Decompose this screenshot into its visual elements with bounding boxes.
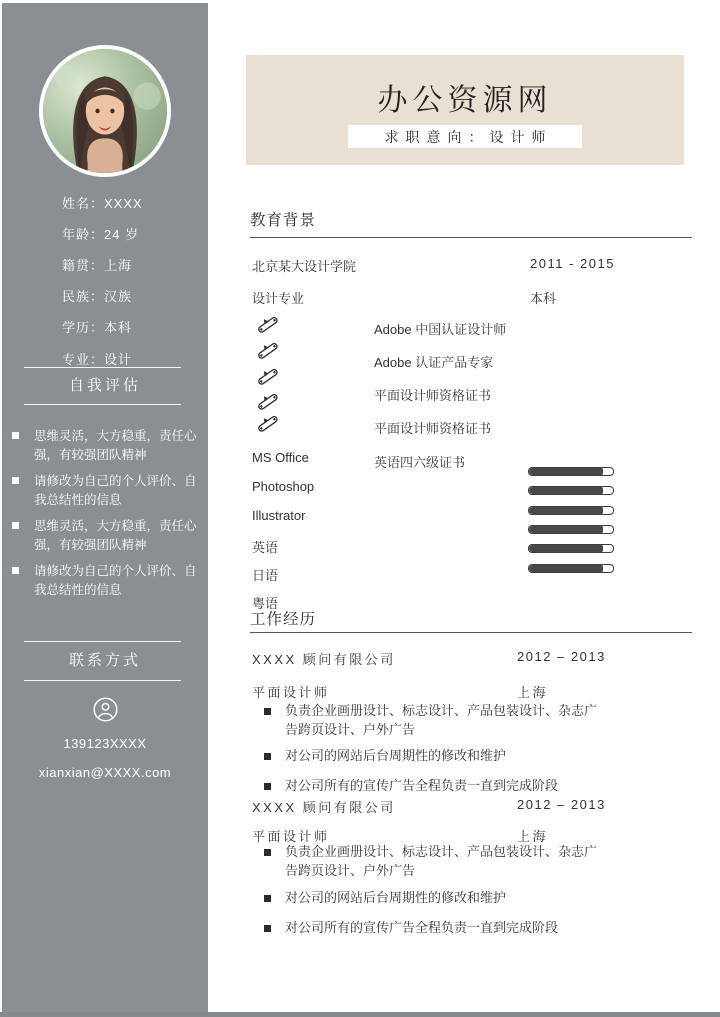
skill-label: Illustrator — [252, 508, 306, 523]
skill-bar-fill — [529, 565, 603, 572]
email-address: xianxian@XXXX.com — [38, 765, 172, 780]
avatar — [39, 45, 171, 177]
portrait-photo — [43, 49, 167, 173]
work-bullet: 对公司所有的宣传广告全程负责一直到完成阶段 — [264, 919, 636, 938]
info-row-age: 年龄：24 岁 — [62, 227, 140, 242]
work-bullet: 对公司所有的宣传广告全程负责一直到完成阶段 — [264, 777, 636, 796]
sidebar — [2, 3, 208, 1012]
skill-label: 英语 — [252, 540, 279, 555]
skill-bar-fill — [529, 487, 603, 494]
eval-item: 思维灵活，大方稳重，责任心强，有较强团队精神 — [12, 517, 200, 555]
edu-degree: 本科 — [530, 291, 557, 306]
certificate-label: 英语四六级证书 — [374, 455, 466, 470]
divider — [24, 404, 181, 405]
phone-number: 139123XXXX — [63, 736, 147, 751]
bullet-square-icon — [12, 477, 19, 484]
work-location: 上海 — [517, 685, 549, 700]
skill-label: MS Office — [252, 450, 309, 465]
info-row-name: 姓名：XXXX — [62, 196, 143, 211]
bullet-square-icon — [264, 708, 271, 715]
work-company: XXXX 顾问有限公司 — [252, 800, 396, 815]
work-period: 2012 – 2013 — [517, 797, 606, 812]
page-bottom-edge — [0, 1012, 720, 1017]
contact-title: 联系方式 — [68, 652, 141, 669]
section-underline — [250, 237, 692, 238]
certificate-label: Adobe 认证产品专家 — [374, 355, 494, 370]
skill-bar — [528, 544, 614, 553]
skill-label: 粤语 — [252, 596, 279, 611]
skill-bar-fill — [529, 526, 603, 533]
certificate-label: Adobe 中国认证设计师 — [374, 322, 507, 337]
diploma-icon — [255, 339, 281, 363]
eval-item: 请修改为自己的个人评价、自我总结性的信息 — [12, 562, 200, 600]
work-bullet: 负责企业画册设计、标志设计、产品包装设计、杂志广告跨页设计、户外广告 — [264, 702, 636, 739]
bullet-square-icon — [264, 783, 271, 790]
skill-bar — [528, 486, 614, 495]
job-objective-strip — [348, 125, 582, 148]
diploma-icon — [255, 365, 281, 389]
skill-bar-fill — [529, 507, 603, 514]
section-title-work: 工作经历 — [250, 611, 317, 628]
skill-bar — [528, 467, 614, 476]
section-title-education: 教育背景 — [250, 212, 317, 229]
edu-period: 2011 - 2015 — [530, 256, 615, 271]
bullet-square-icon — [264, 849, 271, 856]
skill-bar-fill — [529, 468, 603, 475]
work-bullet: 对公司的网站后台周期性的修改和维护 — [264, 889, 636, 908]
eval-item: 思维灵活，大方稳重，责任心强，有较强团队精神 — [12, 427, 200, 465]
work-company: XXXX 顾问有限公司 — [252, 652, 396, 667]
self-eval-title: 自我评估 — [68, 377, 141, 394]
bullet-square-icon — [12, 432, 19, 439]
certificate-label: 平面设计师资格证书 — [374, 388, 492, 403]
bullet-square-icon — [12, 567, 19, 574]
bullet-square-icon — [12, 522, 19, 529]
edu-school: 北京某大设计学院 — [252, 259, 357, 274]
diploma-icon — [255, 390, 281, 414]
info-row-major: 专业：设计 — [62, 352, 133, 367]
work-location: 上海 — [517, 829, 549, 844]
divider — [24, 641, 181, 642]
site-title: 办公资源网 — [377, 84, 553, 117]
diploma-icon — [255, 313, 281, 337]
skill-bar-fill — [529, 545, 603, 552]
job-objective: 求职意向：设计师 — [384, 128, 553, 145]
edu-major: 设计专业 — [252, 291, 305, 306]
bullet-square-icon — [264, 895, 271, 902]
skill-bar — [528, 525, 614, 534]
certificate-label: 平面设计师资格证书 — [374, 421, 492, 436]
skill-label: Photoshop — [252, 479, 315, 494]
bullet-square-icon — [264, 753, 271, 760]
user-icon — [2, 696, 208, 728]
divider — [24, 680, 181, 681]
skill-bar — [528, 506, 614, 515]
diploma-icon — [255, 412, 281, 436]
work-role: 平面设计师 — [252, 685, 330, 700]
section-underline — [250, 632, 692, 633]
work-role: 平面设计师 — [252, 829, 330, 844]
info-row-education: 学历：本科 — [62, 320, 133, 335]
divider — [24, 367, 181, 368]
resume-header — [246, 55, 684, 165]
info-row-origin: 籍贯：上海 — [62, 258, 133, 273]
eval-item: 请修改为自己的个人评价、自我总结性的信息 — [12, 472, 200, 510]
work-period: 2012 – 2013 — [517, 649, 606, 664]
skill-bar — [528, 564, 614, 573]
bullet-square-icon — [264, 925, 271, 932]
self-eval-list — [12, 427, 200, 607]
info-row-ethnicity: 民族：汉族 — [62, 289, 133, 304]
skill-label: 日语 — [252, 568, 279, 583]
work-bullet: 负责企业画册设计、标志设计、产品包装设计、杂志广告跨页设计、户外广告 — [264, 843, 636, 880]
work-bullet: 对公司的网站后台周期性的修改和维护 — [264, 747, 636, 766]
